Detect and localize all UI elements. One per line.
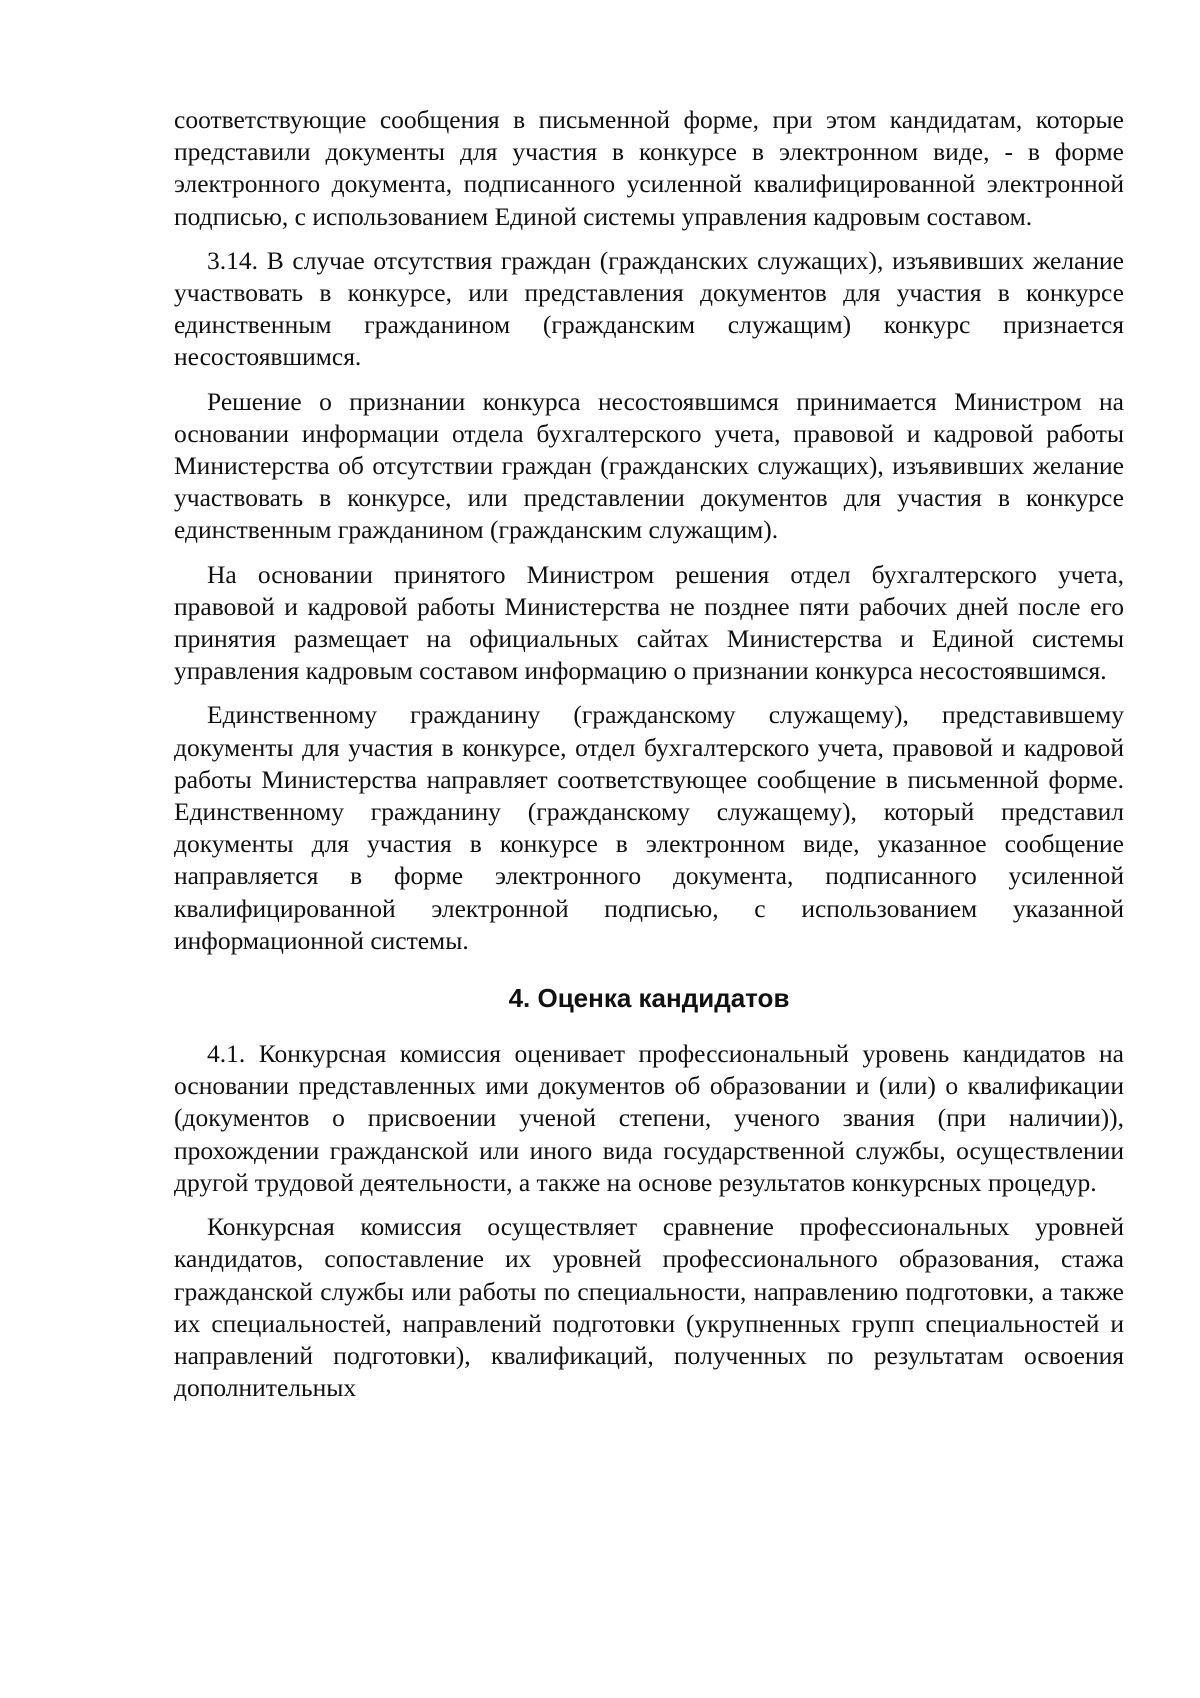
paragraph-4-1: 4.1. Конкурсная комиссия оценивает профессиональный уровень кандидатов на основании представленных ими документов об образовании и (или) о квалификации (документов о присвоении ученой степени, ученого звания (при наличии)), прохождении гражданской или иного вида государственной службы, осуществлении другой трудовой деятельности, а также на основе результатов конкурсных процедур. bbox=[174, 1039, 1124, 1197]
document-page bbox=[174, 104, 1124, 1416]
paragraph-comparison: Конкурсная комиссия осуществляет сравнение профессиональных уровней кандидатов, сопоставление их уровней профессионального образования, стажа гражданской службы или работы по специальности, направлению подготовки, а также их специальностей, направлений подготовки (укрупненных групп специальностей и направлений подготовки), квалификаций, полученных по результатам освоения дополнительных bbox=[174, 1212, 1124, 1403]
paragraph-publication: На основании принятого Министром решения отдел бухгалтерского учета, правовой и кадровой работы Министерства не позднее пяти рабочих дней после его принятия размещает на официальных сайтах Министерства и Единой системы управления кадровым составом информацию о признании конкурса несостоявшимся. bbox=[174, 559, 1124, 686]
paragraph-decision: Решение о признании конкурса несостоявшимся принимается Министром на основании информации отдела бухгалтерского учета, правовой и кадровой работы Министерства об отсутствии граждан (гражданских служащих), изъявивших желание участвовать в конкурсе, или представлении документов для участия в конкурсе единственным гражданином (гражданским служащим). bbox=[174, 386, 1124, 545]
paragraph-single-candidate: Единственному гражданину (гражданскому служащему), представившему документы для участия в конкурсе, отдел бухгалтерского учета, правовой и кадровой работы Министерства направляет соответствующее сообщение в письменной форме. Единственному гражданину (гражданскому служащему), который представил документы для участия в конкурсе в электронном виде, указанное сообщение направляется в форме электронного документа, подписанного усиленной квалифицированной электронной подписью, с использованием указанной информационной системы. bbox=[174, 700, 1124, 955]
paragraph-3-14: 3.14. В случае отсутствия граждан (гражданских служащих), изъявивших желание участвовать в конкурсе, или представления документов для участия в конкурсе единственным гражданином (гражданским служащим) конкурс признается несостоявшимся. bbox=[174, 245, 1124, 372]
paragraph-continuation: соответствующие сообщения в письменной форме, при этом кандидатам, которые представили документы для участия в конкурсе в электронном виде, - в форме электронного документа, подписанного усиленной квалифицированной электронной подписью, с использованием Единой системы управления кадровым составом. bbox=[174, 105, 1124, 231]
section-heading: 4. Оценка кандидатов bbox=[508, 983, 790, 1014]
